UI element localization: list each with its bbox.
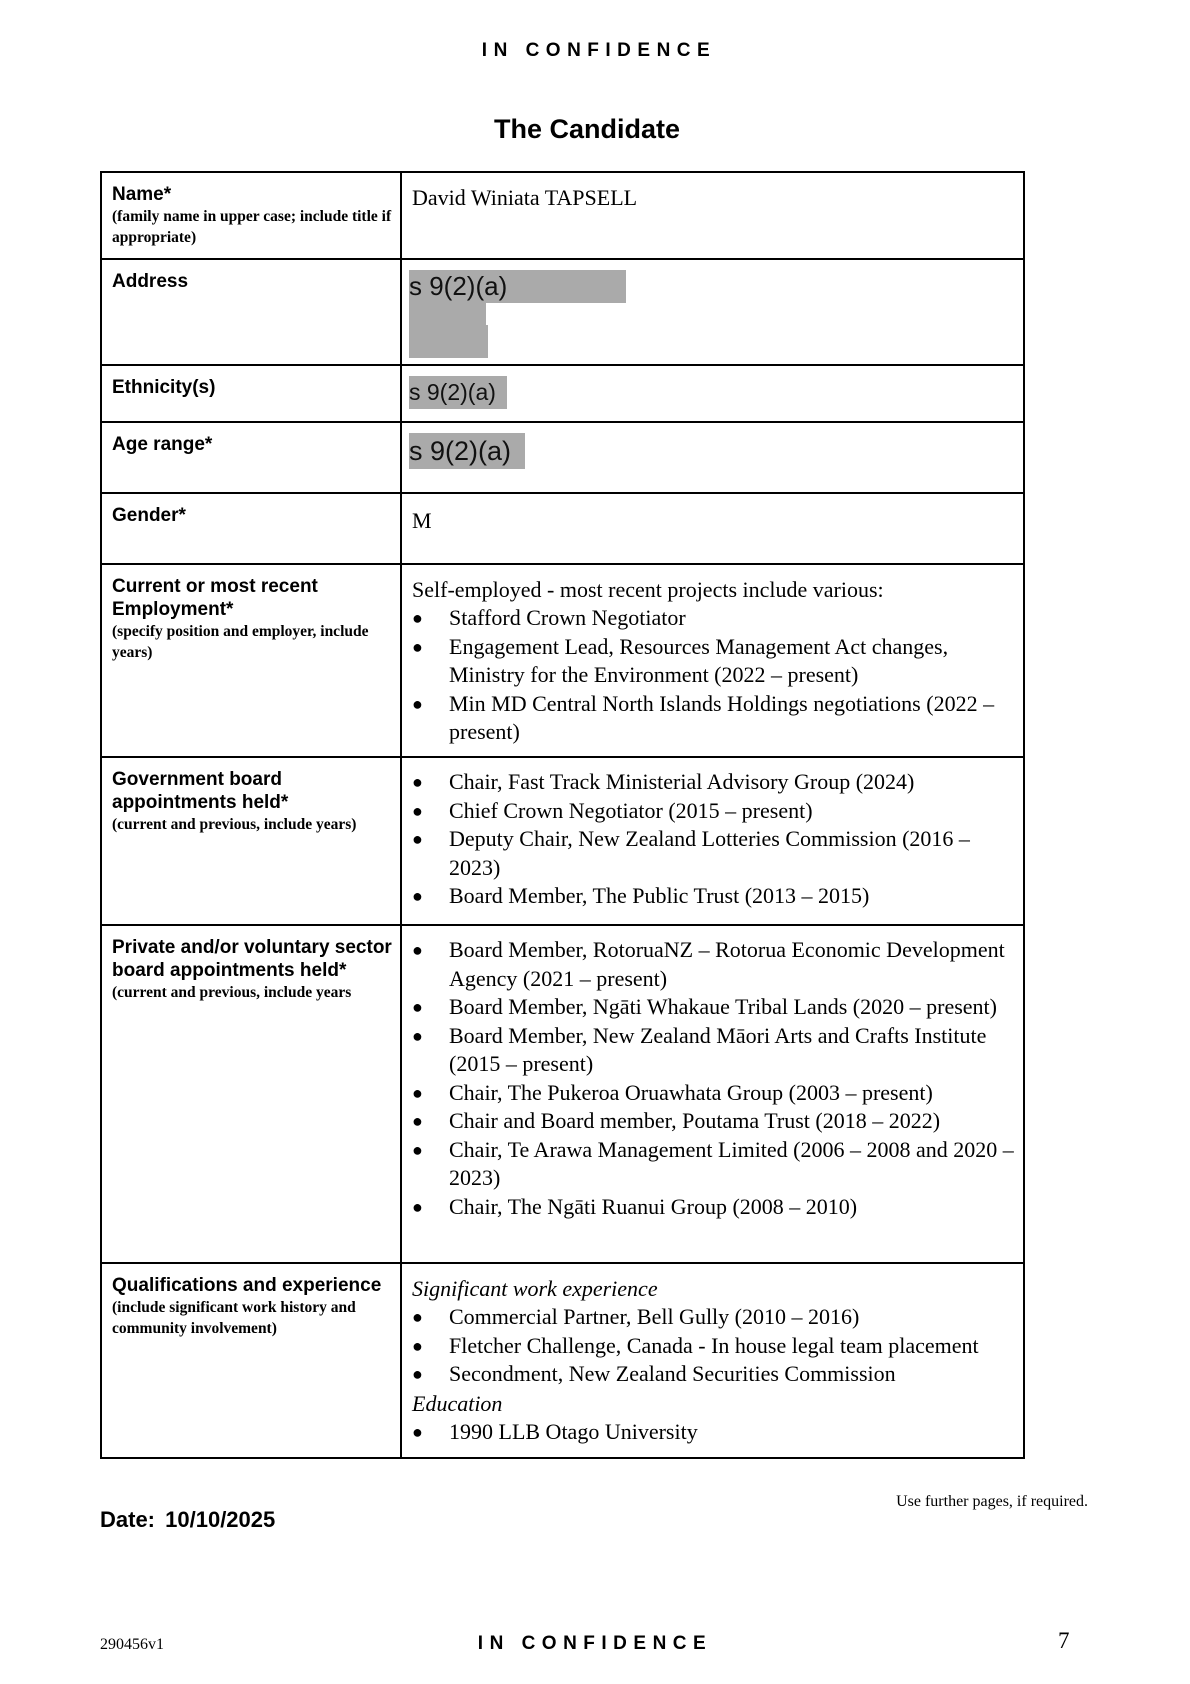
list-item-text: 1990 LLB Otago University [449,1418,698,1444]
table-row-gender [101,493,1024,564]
gender-value-cell [401,493,1024,564]
education-heading: Education [412,1390,503,1416]
age-range-label-cell [101,422,401,493]
use-further-pages-note: Use further pages, if required. [896,1493,1088,1510]
list-item [412,993,1015,1022]
list-item-text: Commercial Partner, Bell Gully (2010 – 2016) [449,1304,860,1329]
bullet-icon: ● [412,997,423,1017]
list-item-text: Board Member, The Public Trust (2013 – 2015) [449,883,870,908]
gender-label: Gender* [112,505,186,526]
qualifications-label: Qualifications and experience [112,1275,382,1296]
table-row-government-boards [101,757,1024,925]
list-item-text: Chair, Te Arawa Management Limited (2006 – 2008 and 2020 – 2023) [449,1136,1014,1190]
employment-intro: Self-employed - most recent projects include various: [412,577,884,602]
list-item [412,1079,1015,1108]
list-item-text: Stafford Crown Negotiator [449,605,686,630]
bullet-icon: ● [412,800,423,821]
address-redaction [409,270,1015,303]
bullet-icon: ● [412,693,423,714]
bullet-icon: ● [412,1025,423,1046]
ethnicity-label: Ethnicity(s) [112,377,216,398]
name-sublabel: (family name in upper case; include title if appropriate) [112,208,392,246]
list-item-text: Chair and Board member, Poutama Trust (2018 – 2022) [449,1108,941,1133]
list-item-text: Board Member, RotoruaNZ – Rotorua Economic Development Agency (2021 – present) [449,937,1005,991]
name-value-cell [401,172,1024,259]
bullet-icon: ● [412,1335,423,1356]
table-row-name [101,172,1024,259]
government-boards-sublabel: (current and previous, include years) [112,816,357,833]
header-classification: IN CONFIDENCE [481,40,717,61]
address-value-cell [401,259,1024,365]
bullet-icon: ● [412,1139,423,1160]
bullet-icon: ● [412,829,423,849]
bullet-icon: ● [412,1364,423,1384]
bullet-icon: ● [412,1421,423,1442]
document-id: 290456v1 [100,1636,164,1653]
address-label: Address [112,271,189,292]
name-label: Name* [112,184,172,205]
age-range-redacted-value: s 9(2)(a) [409,433,525,469]
candidate-table [100,171,1025,1459]
table-row-employment [101,564,1024,757]
employment-value-cell [401,564,1024,757]
list-item-text: Secondment, New Zealand Securities Commission [449,1361,896,1386]
list-item [412,1332,1015,1361]
employment-list [412,604,1015,747]
list-item [412,1136,1015,1193]
ethnicity-redacted-value: s 9(2)(a) [409,376,507,409]
page-title: The Candidate [493,114,681,144]
private-boards-value-cell [401,925,1024,1263]
gender-value: M [412,508,432,533]
bullet-icon: ● [412,1082,423,1103]
private-boards-label: Private and/or voluntary sector board appointments held* [112,937,392,981]
employment-label-cell [101,564,401,757]
gender-label-cell [101,493,401,564]
education-list [412,1418,1015,1447]
bullet-icon: ● [412,886,423,906]
address-label-cell [101,259,401,365]
list-item [412,1303,1015,1332]
government-boards-label: Government board appointments held* [112,769,289,813]
bullet-icon: ● [412,940,423,960]
name-value: David Winiata TAPSELL [412,185,638,210]
list-item [412,825,1015,882]
page-number: 7 [1058,1628,1070,1653]
list-item-text: Chair, The Ngāti Ruanui Group (2008 – 2010) [449,1193,858,1219]
employment-sublabel: (specify position and employer, include years) [112,623,369,661]
table-row-address [101,259,1024,365]
list-item-text: Chair, Fast Track Ministerial Advisory Group (2024) [449,769,915,794]
work-experience-list [412,1303,1015,1389]
bullet-icon: ● [412,1111,423,1131]
name-label-cell [101,172,401,259]
table-row-qualifications [101,1263,1024,1458]
list-item-text: Min MD Central North Islands Holdings negotiations (2022 – present) [449,690,995,744]
table-row-ethnicity [101,365,1024,422]
date-value: 10/10/2025 [165,1507,276,1532]
list-item [412,604,1015,633]
list-item [412,768,1015,797]
date-label: Date: [100,1507,156,1532]
age-range-value-cell [401,422,1024,493]
table-row-age-range [101,422,1024,493]
list-item [412,1022,1015,1079]
government-boards-value-cell [401,757,1024,925]
qualifications-sublabel: (include significant work history and community involvement) [112,1299,356,1337]
list-item-text: Deputy Chair, New Zealand Lotteries Commission (2016 – 2023) [449,826,970,880]
qualifications-value-cell [401,1263,1024,1458]
work-experience-heading: Significant work experience [412,1276,658,1301]
list-item [412,1360,1015,1389]
list-item [412,633,1015,690]
private-boards-sublabel: (current and previous, include years [112,984,352,1001]
list-item [412,797,1015,826]
bullet-icon: ● [412,772,423,792]
employment-label: Current or most recent Employment* [112,576,318,620]
list-item-text: Fletcher Challenge, Canada - In house legal team placement [449,1332,979,1358]
ethnicity-value-cell [401,365,1024,422]
list-item [412,1107,1015,1136]
list-item-text: Chair, The Pukeroa Oruawhata Group (2003 – present) [449,1079,933,1105]
table-row-private-boards [101,925,1024,1263]
private-boards-list [412,936,1015,1221]
bullet-icon: ● [412,608,423,628]
address-redaction-block [409,303,486,327]
list-item-text: Engagement Lead, Resources Management Act changes, Ministry for the Environment (2022 – present) [449,633,949,687]
footer-classification: IN CONFIDENCE [477,1633,713,1654]
list-item-text: Chief Crown Negotiator (2015 – present) [449,797,813,823]
list-item-text: Board Member, Ngāti Whakaue Tribal Lands (2020 – present) [449,994,997,1019]
age-range-label: Age range* [112,434,213,455]
ethnicity-label-cell [101,365,401,422]
bullet-icon: ● [412,1196,423,1217]
bullet-icon: ● [412,1307,423,1327]
qualifications-label-cell [101,1263,401,1458]
list-item [412,690,1015,747]
list-item [412,936,1015,993]
address-redacted-value: s 9(2)(a) [409,270,626,303]
list-item [412,1418,1015,1447]
address-redaction-block [409,325,488,358]
list-item-text: Board Member, New Zealand Māori Arts and Crafts Institute (2015 – present) [449,1022,987,1076]
list-item [412,1193,1015,1222]
private-boards-label-cell [101,925,401,1263]
list-item [412,882,1015,911]
bullet-icon: ● [412,636,423,657]
government-boards-list [412,768,1015,911]
date-line [100,1507,275,1533]
government-boards-label-cell [101,757,401,925]
